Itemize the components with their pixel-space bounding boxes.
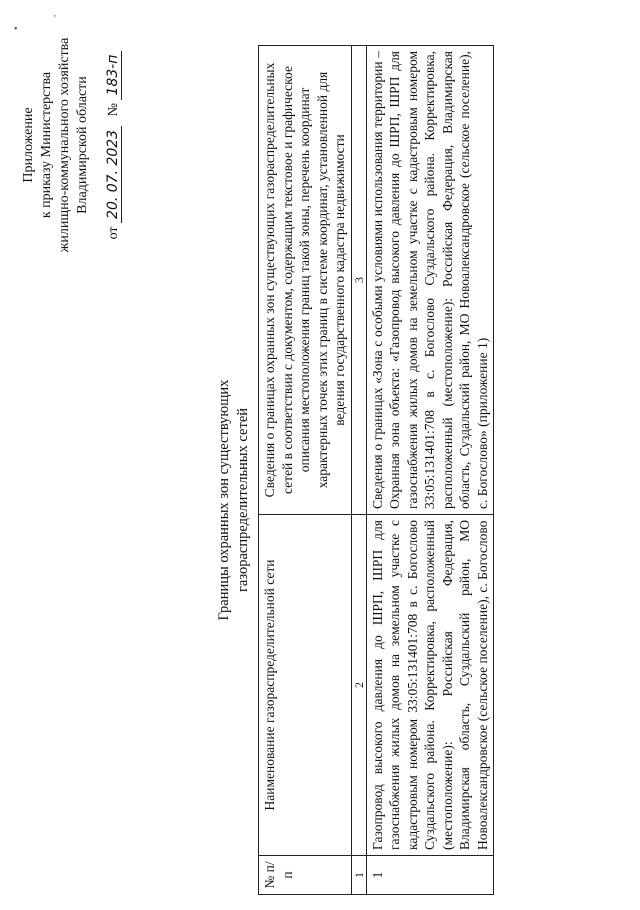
handwritten-number: 183-п <box>105 51 122 100</box>
appendix-date-row <box>104 20 123 270</box>
header-network-name: Наименование газораспределительной сети <box>259 515 352 856</box>
document-title <box>215 290 253 710</box>
appendix-header <box>20 20 123 270</box>
column-number-3: 3 <box>351 46 366 515</box>
appendix-order-line: к приказу Министерства <box>39 71 54 219</box>
number-prefix: № <box>106 103 121 117</box>
table-numbering-row <box>351 46 366 895</box>
table-row <box>366 46 494 895</box>
title-line-1: Границы охранных зон существующих <box>216 379 232 621</box>
header-zone-info: Сведения о границах охранных зон существующих газораспределительных сетей в соответствии с документом, содержащим текстовое и графическое описания местоположения границ такой зоны, перечень координат характерных точек этих границ в системе координат, установленной для ведения государственного кадастра недвижимости <box>259 46 352 515</box>
appendix-region-line: Владимирской области <box>75 76 90 214</box>
row-number: 1 <box>366 856 494 895</box>
scan-speck: • <box>14 24 18 35</box>
table-header-row <box>259 46 352 895</box>
column-number-2: 2 <box>351 515 366 856</box>
date-prefix: от <box>106 226 121 240</box>
appendix-label: Приложение <box>21 107 36 183</box>
handwritten-date: 20. 07. 2023 <box>105 126 122 223</box>
zone-info-cell: Сведения о границах «Зона с особыми условиями использования территории – Охранная зона объекта: «Газопровод высокого давления до ШРП, ШРП для газоснабжения жилых домов на земельном участке с кадастровым номером 33:05:131401:708 в с. Богослово Суздальского района. Корректировка, расположенный (местоположение): Российская Федерация, Владимирская область, Суздальский район, МО Новоалександровское (сельское поселение), с. Богослово» (приложение 1) <box>366 46 494 515</box>
scan-speck: ' <box>54 14 56 25</box>
title-line-2: газораспределительных сетей <box>235 407 251 593</box>
column-number-1: 1 <box>351 856 366 895</box>
header-number: № п/п <box>259 856 352 895</box>
appendix-ministry-line: жилищно-коммунального хозяйства <box>57 37 72 253</box>
network-name-cell: Газопровод высокого давления до ШРП, ШРП для газоснабжения жилых домов на земельном участке с кадастровым номером 33:05:131401:708 в с. Богослово Суздальского района. Корректировка, расположенный (местоположение): Российская Федерация, Владимирская область, Суздальский район, МО Новоалександровское (сельское поселение), с. Богослово <box>366 515 494 856</box>
zones-table <box>258 45 494 895</box>
